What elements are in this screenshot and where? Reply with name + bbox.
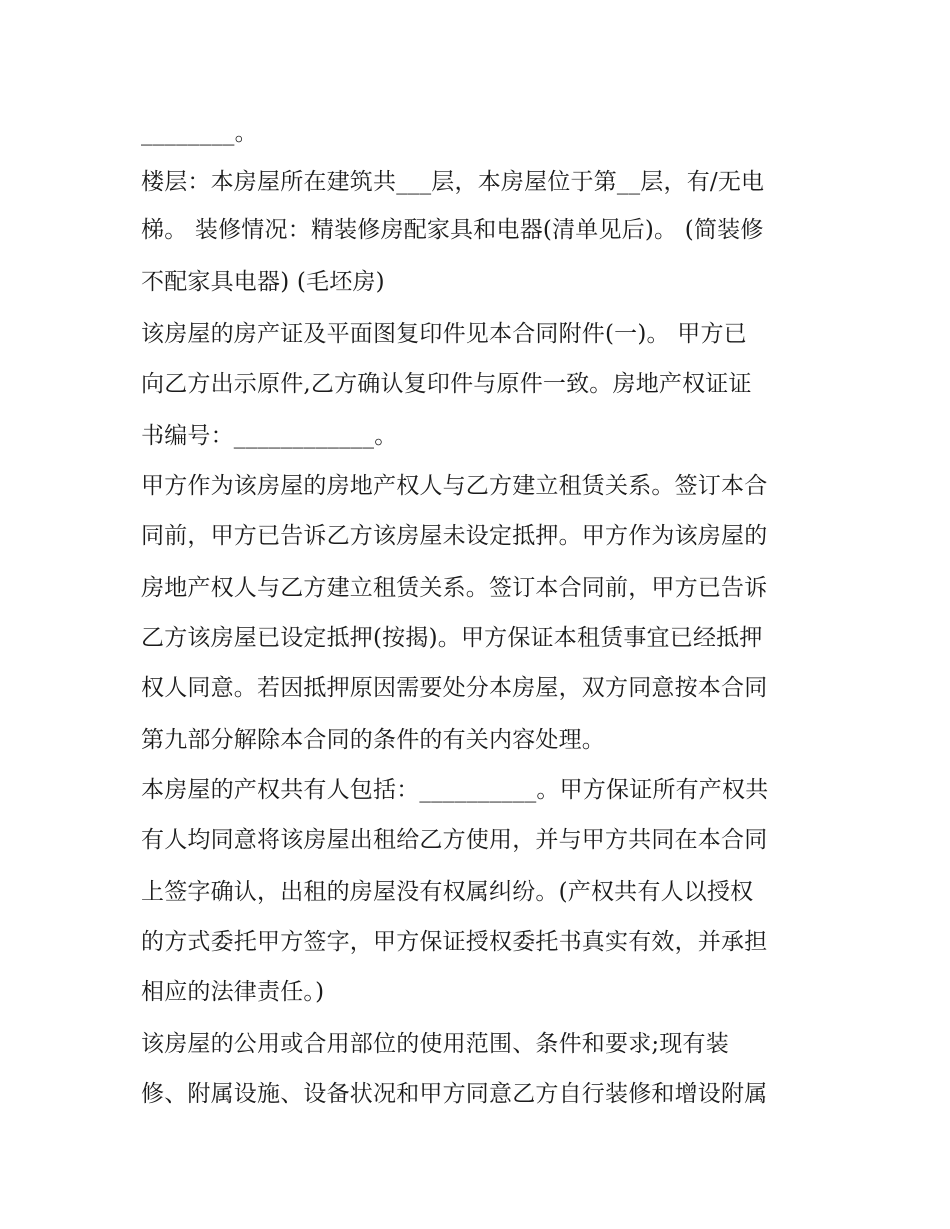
text-line: 相应的法律责任。) [141, 979, 325, 1005]
text-line: ________。 [141, 120, 258, 146]
text-line: 权人同意。若因抵押原因需要处分本房屋，双方同意按本合同 [141, 675, 768, 701]
text-line: 同前，甲方已告诉乙方该房屋未设定抵押。甲方作为该房屋的 [141, 523, 768, 549]
text-line: 梯。 装修情况：精装修房配家具和电器(清单见后)。 (简装修 [141, 217, 764, 243]
text-line: 第九部分解除本合同的条件的有关内容处理。 [141, 727, 605, 753]
text-line: 该房屋的房产证及平面图复印件见本合同附件(一)。 甲方已 [141, 321, 747, 347]
text-line: 不配家具电器) (毛坯房) [141, 269, 385, 295]
text-line: 乙方该房屋已设定抵押(按揭)。甲方保证本租赁事宜已经抵押 [141, 625, 763, 651]
text-line: 书编号：____________。 [141, 423, 398, 449]
text-line: 房地产权人与乙方建立租赁关系。签订本合同前，甲方已告诉 [141, 575, 768, 601]
text-line: 有人均同意将该房屋出租给乙方使用，并与甲方共同在本合同 [141, 827, 768, 853]
text-line: 本房屋的产权共有人包括：__________。甲方保证所有产权共 [141, 777, 769, 803]
text-line: 该房屋的公用或合用部位的使用范围、条件和要求;现有装 [141, 1031, 729, 1057]
text-line: 的方式委托甲方签字，甲方保证授权委托书真实有效，并承担 [141, 929, 768, 955]
text-line: 向乙方出示原件,乙方确认复印件与原件一致。房地产权证证 [141, 371, 752, 397]
text-line: 修、附属设施、设备状况和甲方同意乙方自行装修和增设附属 [141, 1081, 768, 1107]
text-line: 上签字确认，出租的房屋没有权属纠纷。(产权共有人以授权 [141, 879, 754, 905]
text-line: 楼层：本房屋所在建筑共___层，本房屋位于第__层，有/无电 [141, 169, 765, 195]
text-line: 甲方作为该房屋的房地产权人与乙方建立租赁关系。签订本合 [141, 473, 768, 499]
